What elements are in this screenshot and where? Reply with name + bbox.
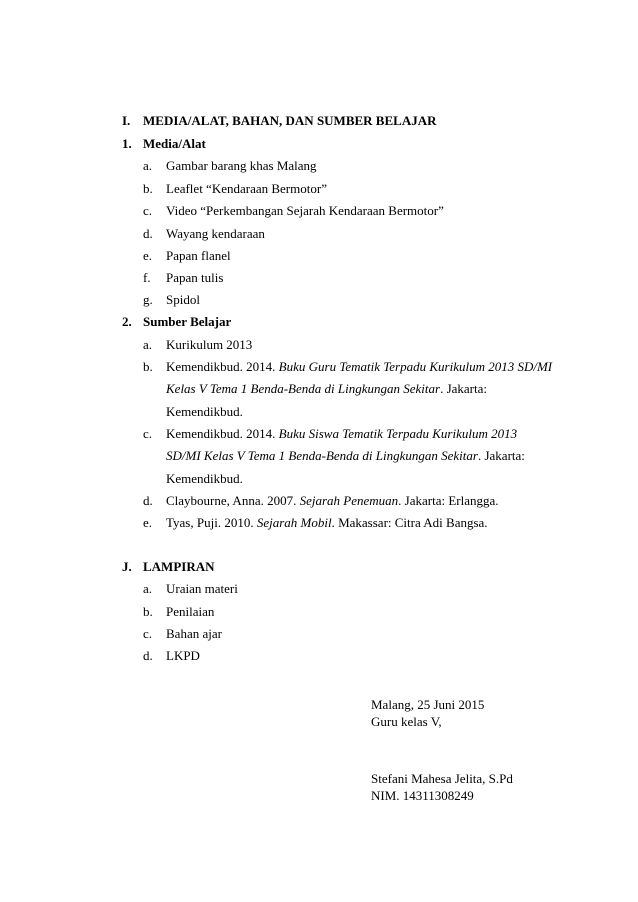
sumber-marker: 2.: [122, 314, 132, 329]
sumber-title: Sumber Belajar: [143, 314, 232, 329]
section-j-heading: [122, 559, 215, 575]
reference-author: Kemendikbud. 2014.: [166, 359, 279, 374]
reference-title-cont: SD/MI Kelas V Tema 1 Benda-Benda di Lingkungan Sekitar: [166, 448, 478, 463]
reference-continuation: [166, 471, 243, 487]
list-item: [143, 203, 444, 219]
reference-title: Buku Guru Tematik Terpadu Kurikulum 2013 SD/MI: [278, 359, 553, 374]
list-item: [143, 226, 265, 242]
list-marker: c.: [143, 426, 153, 441]
list-marker: d.: [143, 226, 153, 241]
signature-name: Stefani Mahesa Jelita, S.Pd: [371, 771, 513, 786]
list-marker: a.: [143, 158, 153, 173]
list-item: [143, 648, 200, 664]
list-text: Leaflet “Kendaraan Bermotor”: [166, 181, 327, 196]
signature-nim: NIM. 14311308249: [371, 788, 474, 803]
list-item: [143, 626, 222, 642]
section-j-title: LAMPIRAN: [143, 559, 215, 574]
media-heading: [122, 136, 206, 152]
reference-author: Claybourne, Anna. 2007.: [166, 493, 300, 508]
reference-publisher: . Makassar: Citra Adi Bangsa.: [331, 515, 488, 530]
reference-title-cont: Kelas V Tema 1 Benda-Benda di Lingkungan Sekitar: [166, 381, 441, 396]
list-marker: d.: [143, 648, 153, 663]
media-marker: 1.: [122, 136, 132, 151]
list-item: [143, 270, 223, 286]
list-text: LKPD: [166, 648, 200, 663]
signature-role: Guru kelas V,: [371, 714, 442, 729]
reference-title: Sejarah Mobil: [256, 515, 332, 530]
signature-place-date: Malang, 25 Juni 2015: [371, 697, 485, 712]
list-item: [143, 158, 317, 174]
section-i-marker: I.: [122, 113, 131, 128]
reference-item: [143, 337, 252, 353]
list-marker: b.: [143, 359, 153, 374]
list-text: Video “Perkembangan Sejarah Kendaraan Bermotor”: [166, 203, 444, 218]
list-marker: e.: [143, 248, 153, 263]
reference-publisher: . Jakarta:: [440, 381, 487, 396]
reference-text: Kurikulum 2013: [166, 337, 253, 352]
reference-author: Tyas, Puji. 2010.: [166, 515, 257, 530]
reference-title: Buku Siswa Tematik Terpadu Kurikulum 2013: [278, 426, 518, 441]
reference-continuation: [166, 381, 487, 397]
reference-title: Sejarah Penemuan: [299, 493, 399, 508]
section-i-title: MEDIA/ALAT, BAHAN, DAN SUMBER BELAJAR: [143, 113, 437, 128]
list-marker: b.: [143, 181, 153, 196]
list-item: [143, 181, 327, 197]
list-marker: b.: [143, 604, 153, 619]
list-item: [143, 248, 231, 264]
list-text: Papan flanel: [166, 248, 231, 263]
section-i-heading: [122, 113, 436, 129]
section-j-marker: J.: [122, 559, 132, 574]
list-marker: d.: [143, 493, 153, 508]
list-marker: g.: [143, 292, 153, 307]
reference-item: [143, 426, 517, 442]
media-title: Media/Alat: [143, 136, 206, 151]
list-text: Bahan ajar: [166, 626, 222, 641]
reference-publisher: . Jakarta: Erlangga.: [398, 493, 499, 508]
list-marker: c.: [143, 203, 153, 218]
reference-item: [143, 359, 552, 375]
reference-item: [143, 493, 499, 509]
list-marker: c.: [143, 626, 153, 641]
sumber-heading: [122, 314, 231, 330]
reference-item: [143, 515, 488, 531]
list-text: Penilaian: [166, 604, 215, 619]
list-text: Spidol: [166, 292, 200, 307]
list-item: [143, 604, 214, 620]
list-marker: a.: [143, 337, 153, 352]
list-text: Uraian materi: [166, 581, 238, 596]
reference-continuation: [166, 448, 525, 464]
list-marker: f.: [143, 270, 151, 285]
list-item: [143, 581, 238, 597]
list-text: Gambar barang khas Malang: [166, 158, 317, 173]
reference-continuation: [166, 404, 243, 420]
reference-author: Kemendikbud. 2014.: [166, 426, 279, 441]
list-text: Wayang kendaraan: [166, 226, 265, 241]
list-text: Papan tulis: [166, 270, 224, 285]
reference-publisher-cont: Kemendikbud.: [166, 471, 243, 486]
reference-publisher: . Jakarta:: [477, 448, 525, 463]
list-marker: e.: [143, 515, 153, 530]
reference-publisher-cont: Kemendikbud.: [166, 404, 243, 419]
list-marker: a.: [143, 581, 153, 596]
list-item: [143, 292, 200, 308]
